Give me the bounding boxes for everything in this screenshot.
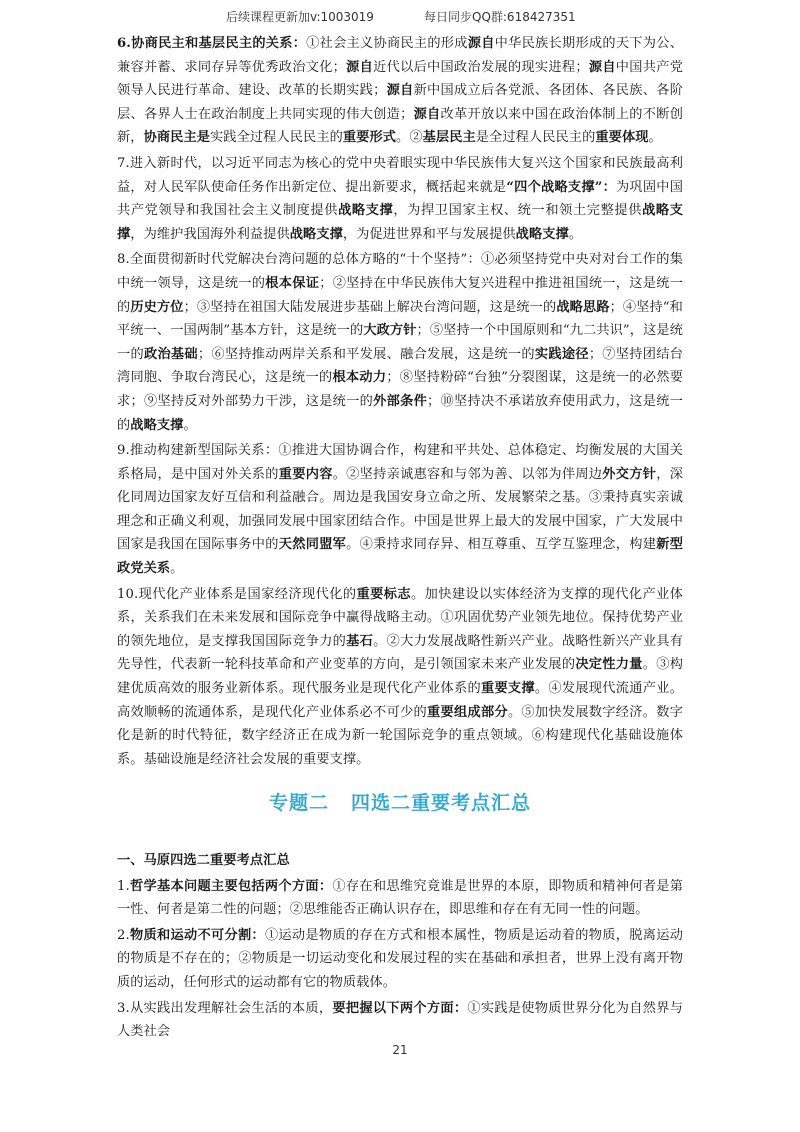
paragraph	[117, 875, 683, 922]
text-run: 近代以后中国政治发展的现实进程；	[373, 59, 589, 75]
text-run: ；⑥坚持推动两岸关系和平发展、融合发展，这是统一的	[197, 346, 535, 362]
bold-text: 重要标志	[356, 586, 411, 602]
text-run: 1.	[117, 878, 130, 894]
paragraph	[117, 924, 683, 995]
header-course-contact: 后续课程更新加v:1003019	[226, 10, 374, 24]
bold-text: 物质和运动不可分割：	[129, 927, 265, 943]
section-title-part1: 专题二	[268, 792, 329, 815]
bold-text: 重要形式	[342, 130, 397, 146]
text-run: 。⑤加快发展数字经济。数字化是新的时代特征，数字经济正在成为新一轮国际竞争的重点领域。⑥构建现代化基础设施体系。基础设施是经济社会发展的重要支撑。	[117, 704, 683, 767]
bold-text: 外部条件	[373, 393, 428, 409]
text-run: 3.从实践出发理解社会生活的本质，	[117, 1000, 333, 1016]
text-run: 。加快建设以实体经济为支撑的现代化产业体系，关系我们在未来发展和国际竞争中赢得战略主动。①巩固优势产业领先地位。保持优势产业的领先地位，是支撑我国国际竞争力的	[117, 586, 684, 649]
text-run: ；⑤坚持一个中国原则和“九二共识”，这是统一的	[117, 323, 683, 362]
text-run: ①存在和思维究竟谁是世界的本原，即物质和精神何者是第一性、何者是第二性的问题；②思维能否正确认识存在，即思维和存在有无同一性的问题。	[117, 878, 683, 918]
bold-text: 基石	[346, 633, 374, 649]
text-run: 8.全面贯彻新时代党解决台湾问题的总体方略的“十个坚持”：①必须坚持党中央对对台工作的集中统一领导，这是统一的	[117, 252, 683, 291]
text-run: ；④坚持“和平统一、一国两制”基本方针，这是统一的	[117, 299, 683, 339]
text-run: ，为维护我国海外利益提供	[130, 226, 290, 242]
bold-text: 源自	[588, 59, 616, 75]
bold-text: 源自	[467, 36, 495, 51]
text-run: 改革开放以来中国在政治体制上的不断创新，	[117, 106, 683, 146]
bold-text: 协商民主是	[143, 130, 211, 146]
text-run: 9.推动构建新型国际关系：①推进大国协调合作，构建和平共处、总体稳定、均衡发展的大国关系格局，是中国对外关系的	[117, 443, 683, 482]
text-run: 新中国成立后各党派、各团体、各民族、各阶层、各界人士在政治制度上共同实现的伟大创造；	[117, 83, 683, 122]
text-run: 2.	[117, 927, 130, 943]
text-run: 为巩固中国共产党领导和我国社会主义制度提供	[117, 179, 683, 219]
text-run: ①运动是物质的存在方式和根本属性，物质是运动着的物质，脱离运动的物质是不存在的；②物质是一切运动变化和发展过程的实在基础和承担者，世界上没有离开物质的运动，任何形式的运动都有它的物质载体。	[117, 927, 683, 990]
section-title	[117, 792, 683, 816]
bold-text: 战略支撑	[289, 226, 343, 242]
sub-heading: 一、马原四选二重要考点汇总	[117, 853, 290, 868]
text-run: 7.进入新时代，以习近平同志为核心的党中央着眼实现中华民族伟大复兴这个国家和民族最高利益，对人民军队使命任务作出新定位、提出新要求，概括起来就是	[117, 155, 683, 195]
bold-text: “四个战略支撑”：	[506, 179, 616, 195]
text-run: 。	[648, 130, 662, 146]
bold-text: 战略支撑	[130, 417, 184, 433]
bold-text: 战略支撑	[117, 203, 683, 242]
bold-text: 重要体现	[595, 130, 649, 146]
bold-text: 源自	[386, 83, 414, 99]
bold-text: 源自	[345, 59, 374, 75]
text-run: ，为促进世界和平与发展提供	[342, 226, 516, 242]
bold-text: 战略思路	[556, 299, 610, 315]
text-run: 。④秉持求同存异、相互尊重、互学互鉴理念，构建	[346, 537, 657, 553]
page-number: 21	[392, 1043, 408, 1057]
paragraph	[117, 248, 683, 437]
bold-text: 政治基础	[143, 346, 198, 362]
text-run: 10.现代化产业体系是国家经济现代化的	[117, 586, 357, 602]
text-run: 中华民族长期形成的天下为公、兼容并蓄、求同存异等优秀政治文化；	[117, 36, 683, 75]
header-qq-group: 每日同步QQ群:618427351	[424, 10, 576, 24]
text-run: 。②	[396, 130, 423, 146]
text-run: 。③构建优质高效的服务业新体系。现代服务业是现代化产业体系的	[117, 657, 683, 697]
bold-text: 根本动力	[332, 370, 387, 386]
paragraph	[117, 32, 683, 150]
text-run: ；⑦坚持团结台湾同胞、争取台湾民心，这是统一的	[117, 346, 683, 386]
text-run: ；②坚持在中华民族伟大复兴进程中推进祖国统一，这是统一的	[117, 275, 683, 315]
bold-text: 6.协商民主和基层民主的关系：	[117, 36, 307, 51]
bold-text: 外交方针	[602, 466, 657, 482]
text-run: 。	[170, 561, 184, 577]
section-title-part2: 四选二重要考点汇总	[351, 792, 532, 815]
paragraph	[117, 439, 683, 581]
bold-text: 天然同盟军	[278, 537, 347, 553]
bold-text: 新型政党关系	[117, 537, 683, 577]
text-run: 。④发展现代流通产业。高效顺畅的流通体系，是现代化产业体系必不可少的	[117, 681, 683, 720]
bold-text: 重要支撑	[480, 681, 535, 697]
bold-text: 大政方针	[363, 323, 417, 339]
text-run: 。	[183, 417, 197, 433]
text-run: ①实践是使物质世界分化为自然界与人类社会	[117, 1000, 684, 1040]
text-run: 。②坚持亲诚惠容和与邻为善、以邻为伴周边	[332, 466, 603, 482]
bold-text: 要把握以下两个方面：	[332, 1000, 468, 1016]
text-run: ①社会主义协商民主的形成	[306, 36, 468, 51]
text-run: ；⑩坚持决不承诺放弃使用武力，这是统一的	[117, 393, 683, 433]
paragraph	[117, 583, 683, 772]
bold-text: 基层民主	[422, 130, 476, 146]
paragraph	[117, 997, 683, 1044]
bold-text: 重要内容	[278, 466, 333, 482]
text-run: 是全过程人民民主的	[475, 130, 596, 146]
bold-text: 实践途径	[534, 346, 589, 362]
bold-text: 历史方位	[130, 299, 184, 315]
bottom-paragraphs	[117, 875, 683, 1044]
bold-text: 根本保证	[265, 275, 320, 291]
document-body	[117, 32, 683, 1046]
text-run: 。	[568, 226, 583, 242]
bold-text: 哲学基本问题主要包括两个方面：	[129, 878, 333, 894]
text-run: 中国共产党领导人民进行革命、建设、改革的长期实践；	[117, 59, 684, 99]
text-run: ，为捍卫国家主权、统一和领土完整提供	[393, 203, 643, 219]
text-run: 实践全过程人民民主的	[210, 130, 343, 146]
bold-text: 重要组成部分	[427, 704, 508, 720]
paragraph	[117, 152, 683, 246]
text-run: 。②大力发展战略性新兴产业。战略性新兴产业具有先导性，代表新一轮科技革命和产业变革的方向，是引领国家未来产业发展的	[117, 633, 683, 673]
bold-text: 战略支撑	[515, 226, 569, 242]
bold-text: 战略支撑	[338, 203, 394, 219]
bold-text: 源自	[413, 106, 441, 122]
page-header	[0, 6, 800, 26]
bold-text: 决定性力量	[575, 657, 643, 673]
text-run: ，深化同周边国家友好互信和利益融合。周边是我国安身立命之所、发展繁荣之基。③秉持真实亲诚理念和正确义利观，加强同发展中国家团结合作。中国是世界上最大的发展中国家，广大发展中国家是我国在国际事务中的	[117, 466, 683, 553]
text-run: ；③坚持在祖国大陆发展进步基础上解决台湾问题，这是统一的	[183, 299, 557, 315]
text-run: ；⑧坚持粉碎“台独”分裂图谋，这是统一的必然要求；⑨坚持反对外部势力干涉，这是统一的	[117, 370, 683, 409]
top-paragraphs	[117, 32, 683, 771]
